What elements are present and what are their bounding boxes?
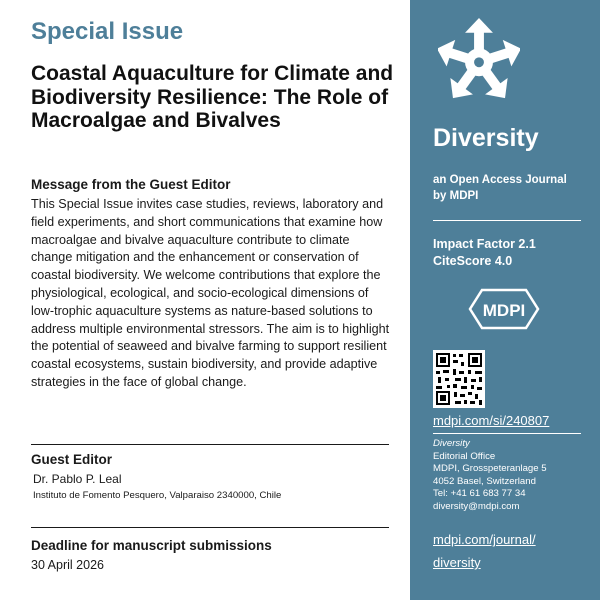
special-issue-link[interactable]: mdpi.com/si/240807 xyxy=(433,413,550,428)
journal-name: Diversity xyxy=(433,124,539,152)
qr-code-icon[interactable] xyxy=(433,350,485,408)
deadline-date: 30 April 2026 xyxy=(31,558,104,572)
divider xyxy=(31,444,389,445)
office-line: Editorial Office xyxy=(433,450,496,462)
guest-editor-heading: Guest Editor xyxy=(31,452,113,467)
journal-link-line[interactable]: diversity xyxy=(433,555,481,570)
divider xyxy=(433,220,581,221)
mdpi-logo xyxy=(468,288,540,330)
oa-line: an Open Access Journal xyxy=(433,174,567,186)
journal-metrics xyxy=(433,236,536,270)
open-access-statement xyxy=(433,173,567,204)
message-body: This Special Issue invites case studies, reviews, laboratory and field experiments, and short communications that examine how macroalgae and bivalve aquaculture contribute to climate change mitigation and the enhancement or conservation of coastal biodiversity. We welcome contributions that explore the physiological, ecological, and socio-ecological dimensions of low-trophic aquaculture systems as nature-based solutions to address multiple environmental stressors. The aim is to highlight the potential of seaweed and bivalve farming to support resilient coastal ecosystems, sustain biodiversity, and provide adaptive strategies in the face of global change. xyxy=(31,197,390,389)
oa-line: by MDPI xyxy=(433,189,479,202)
office-line: MDPI, Grosspeteranlage 5 xyxy=(433,463,547,475)
guest-editor-affiliation: Instituto de Fomento Pesquero, Valparaiso 2340000, Chile xyxy=(33,490,282,501)
journal-panel xyxy=(410,0,600,600)
guest-editor-name: Dr. Pablo P. Leal xyxy=(33,472,122,486)
office-email[interactable]: diversity@mdpi.com xyxy=(433,500,520,512)
citescore: CiteScore 4.0 xyxy=(433,254,513,268)
office-journal: Diversity xyxy=(433,438,470,449)
diversity-star-icon xyxy=(438,18,520,100)
impact-factor: Impact Factor 2.1 xyxy=(433,237,536,251)
message-heading: Message from the Guest Editor xyxy=(31,177,231,192)
divider xyxy=(31,527,389,528)
journal-link[interactable] xyxy=(433,528,536,574)
office-line: 4052 Basel, Switzerland xyxy=(433,475,536,487)
journal-link-line[interactable]: mdpi.com/journal/ xyxy=(433,532,536,547)
office-phone: Tel: +41 61 683 77 34 xyxy=(433,488,526,500)
editorial-office xyxy=(433,438,547,514)
mdpi-logo-text: MDPI xyxy=(482,301,526,320)
issue-title: Coastal Aquaculture for Climate and Biodiversity Resilience: The Role of Macroalgae and Bivalves xyxy=(31,62,394,132)
special-issue-label: Special Issue xyxy=(31,18,184,45)
deadline-heading: Deadline for manuscript submissions xyxy=(31,538,272,553)
divider xyxy=(433,433,581,434)
